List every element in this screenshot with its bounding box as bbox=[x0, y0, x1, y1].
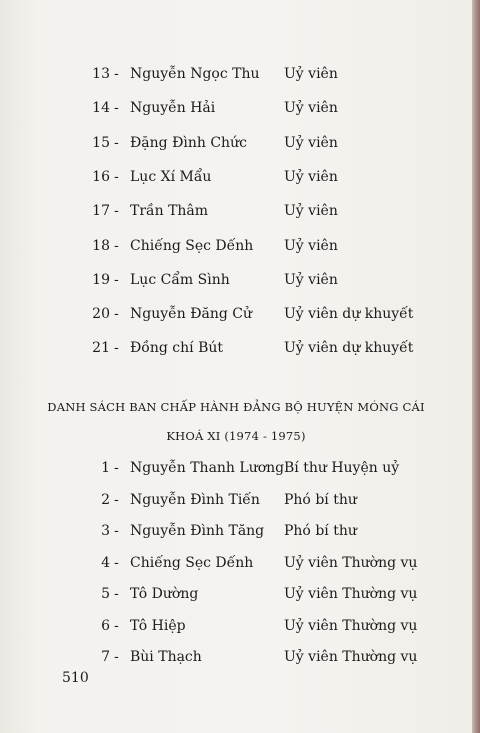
item-number: 1 bbox=[101, 460, 110, 476]
member-name: Bùi Thạch bbox=[130, 649, 202, 665]
item-number: 18 bbox=[92, 237, 110, 254]
member-role: Uỷ viên bbox=[284, 66, 338, 82]
item-dash: - bbox=[114, 100, 119, 117]
member-role: Uỷ viên dự khuyết bbox=[284, 340, 414, 357]
member-name: Lục Xí Mẩu bbox=[130, 168, 212, 185]
item-dash: - bbox=[114, 554, 119, 571]
member-role: Uỷ viên Thường vụ bbox=[284, 554, 418, 571]
member-name: Chiếng Sẹc Dếnh bbox=[130, 554, 254, 571]
member-role: Uỷ viên bbox=[284, 237, 338, 254]
item-number: 4 bbox=[101, 554, 110, 571]
member-name: Nguyễn Đình Tăng bbox=[130, 523, 265, 539]
item-number: 14 bbox=[92, 100, 110, 117]
item-dash: - bbox=[114, 134, 119, 151]
item-dash: - bbox=[114, 340, 119, 357]
member-name: Nguyễn Ngọc Thu bbox=[130, 66, 260, 82]
item-number: 20 bbox=[92, 306, 110, 323]
section-title: DANH SÁCH BAN CHẤP HÀNH ĐẢNG BỘ HUYỆN MÓNG CÁI bbox=[47, 400, 425, 414]
item-dash: - bbox=[114, 586, 119, 602]
item-number: 17 bbox=[92, 203, 110, 220]
member-role: Uỷ viên bbox=[284, 168, 338, 185]
item-dash: - bbox=[114, 649, 119, 665]
member-role: Phó bí thư bbox=[284, 523, 357, 539]
item-dash: - bbox=[114, 271, 119, 288]
item-dash: - bbox=[114, 491, 119, 508]
member-name: Nguyễn Thanh Lương bbox=[130, 460, 285, 476]
item-number: 16 bbox=[92, 168, 110, 185]
member-name: Lục Cẩm Sình bbox=[130, 271, 230, 288]
item-number: 3 bbox=[101, 523, 110, 539]
item-number: 2 bbox=[101, 491, 110, 508]
section-term: KHOÁ XI (1974 - 1975) bbox=[166, 429, 306, 443]
member-name: Nguyễn Đăng Cử bbox=[130, 306, 253, 323]
member-role: Phó bí thư bbox=[284, 491, 357, 508]
item-dash: - bbox=[114, 237, 119, 254]
member-role: Uỷ viên Thường vụ bbox=[284, 586, 418, 602]
page-number: 510 bbox=[62, 670, 89, 686]
item-number: 13 bbox=[92, 66, 110, 82]
member-role: Uỷ viên bbox=[284, 100, 338, 117]
member-role: Uỷ viên bbox=[284, 134, 338, 151]
member-role: Uỷ viên Thường vụ bbox=[284, 649, 418, 665]
item-dash: - bbox=[114, 523, 119, 539]
item-dash: - bbox=[114, 306, 119, 323]
item-number: 19 bbox=[92, 271, 110, 288]
member-name: Đồng chí Bút bbox=[130, 340, 224, 357]
item-number: 6 bbox=[101, 617, 110, 634]
member-name: Tô Dường bbox=[130, 586, 199, 602]
member-name: Nguyễn Hải bbox=[130, 100, 216, 117]
item-number: 7 bbox=[101, 649, 110, 665]
item-number: 5 bbox=[101, 586, 110, 602]
item-dash: - bbox=[114, 617, 119, 634]
member-name: Chiếng Sẹc Dếnh bbox=[130, 237, 254, 254]
member-role: Uỷ viên Thường vụ bbox=[284, 617, 418, 634]
item-dash: - bbox=[114, 460, 119, 476]
member-name: Trần Thâm bbox=[130, 203, 209, 220]
member-role: Uỷ viên dự khuyết bbox=[284, 306, 414, 323]
item-dash: - bbox=[114, 66, 119, 82]
item-dash: - bbox=[114, 168, 119, 185]
member-role: Bí thư Huyện uỷ bbox=[284, 460, 400, 476]
member-role: Uỷ viên bbox=[284, 203, 338, 220]
item-number: 15 bbox=[92, 134, 110, 151]
item-dash: - bbox=[114, 203, 119, 220]
member-name: Tô Hiệp bbox=[130, 617, 186, 634]
page-edge bbox=[472, 0, 480, 733]
member-role: Uỷ viên bbox=[284, 271, 338, 288]
member-name: Đặng Đình Chức bbox=[130, 134, 247, 151]
member-name: Nguyễn Đình Tiến bbox=[130, 491, 260, 508]
item-number: 21 bbox=[92, 340, 110, 357]
